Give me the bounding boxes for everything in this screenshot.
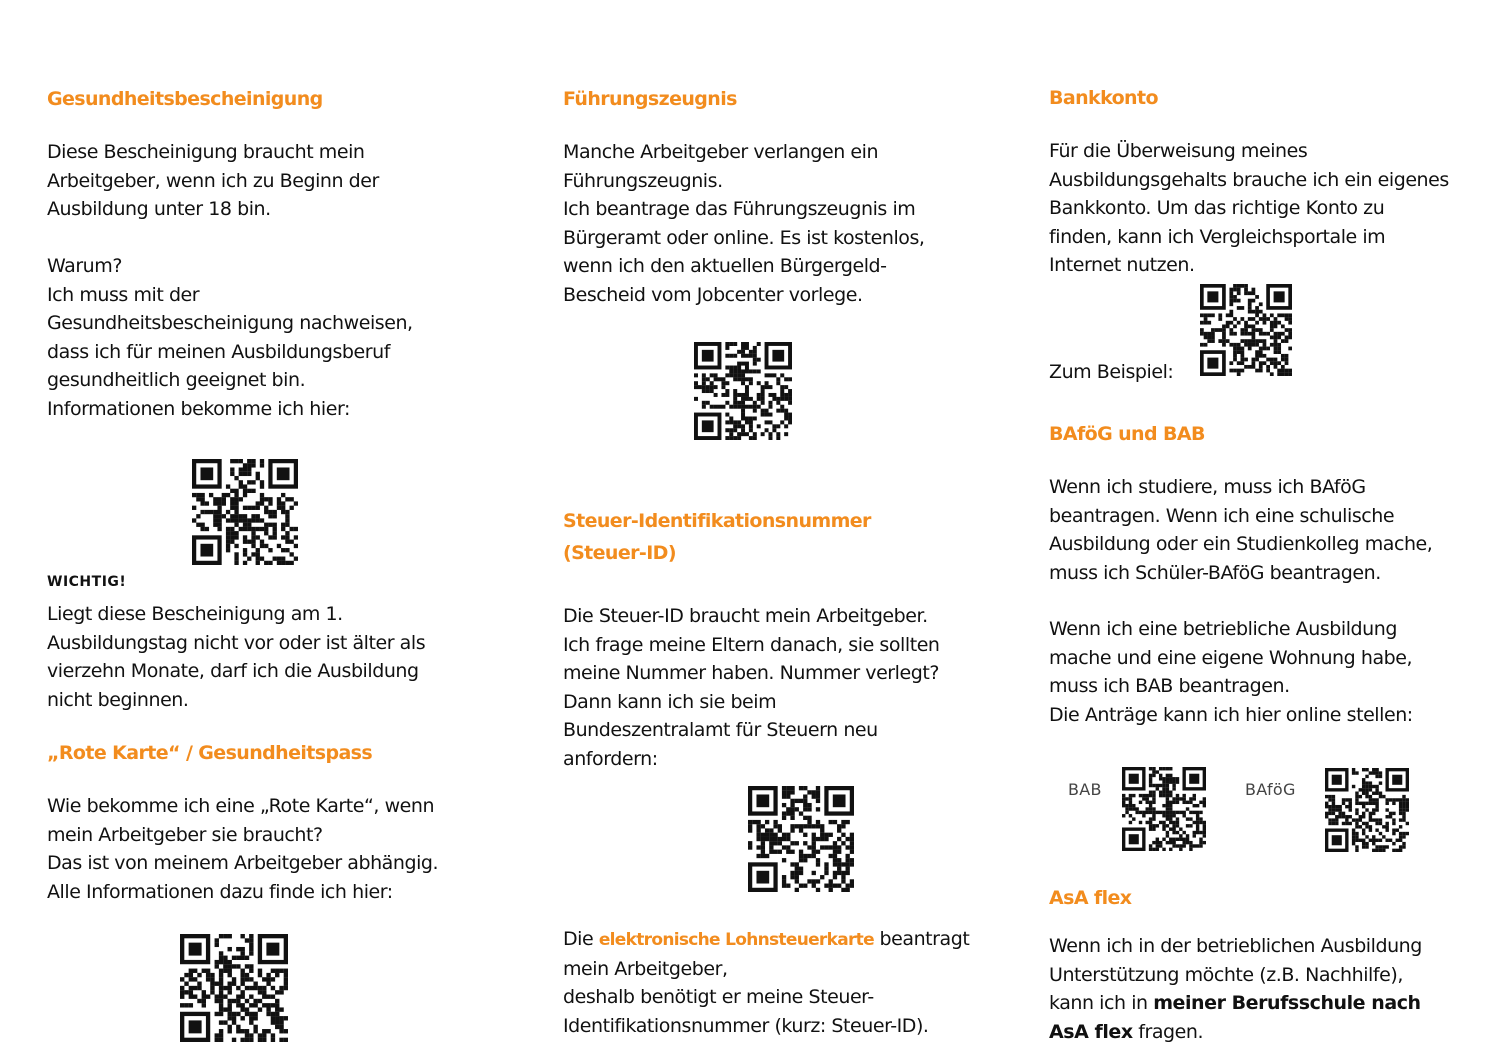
label-bafoeg: BAföG: [1245, 780, 1296, 799]
heading-steuer-id: Steuer-Identifikationsnummer: [563, 510, 871, 532]
heading-fuehrungszeugnis: Führungszeugnis: [563, 88, 737, 110]
text-lohnsteuer-rest: mein Arbeitgeber, deshalb benötigt er meine Steuer- Identifikationsnummer (kurz: Steuer-ID).: [563, 957, 929, 1037]
text-steuer-id: Die Steuer-ID braucht mein Arbeitgeber. Ich frage meine Eltern danach, sie sollten meine Nummer haben. Nummer verlegt? Dann kann ich sie beim Bundeszentralamt für Steuern neu anfordern:: [563, 605, 940, 770]
heading-bafoeg-bab: BAföG und BAB: [1049, 423, 1205, 445]
text-lohnsteuerkarte: [563, 925, 969, 1040]
qr-code-icon[interactable]: [1122, 767, 1206, 851]
heading-gesundheitsbescheinigung: Gesundheitsbescheinigung: [47, 88, 323, 110]
qr-code-icon[interactable]: [1200, 284, 1292, 376]
text-gesundheit-warum: Warum? Ich muss mit der Gesundheitsbescheinigung nachweisen, dass ich für meinen Ausbildungsberuf gesundheitlich geeignet bin. Informationen bekomme ich hier:: [47, 255, 413, 420]
qr-code-icon[interactable]: [1325, 768, 1409, 852]
qr-code-icon[interactable]: [748, 786, 854, 892]
text-gesundheit-warning: Liegt diese Bescheinigung am 1. Ausbildungstag nicht vor oder ist älter als vierzehn Monate, darf ich die Ausbildung nicht beginnen.: [47, 603, 426, 711]
text-asa-2: fragen.: [1132, 1020, 1204, 1043]
heading-asa-flex: AsA flex: [1049, 887, 1132, 909]
text-asa-bold: meiner Berufsschule nach AsA flex: [1049, 992, 1421, 1043]
text-lohnsteuer-pre: Die: [563, 928, 599, 950]
heading-bankkonto: Bankkonto: [1049, 87, 1158, 109]
text-bab: Wenn ich eine betriebliche Ausbildung mache und eine eigene Wohnung habe, muss ich BAB beantragen. Die Anträge kann ich hier online stellen:: [1049, 618, 1413, 726]
text-rote-karte: Wie bekomme ich eine „Rote Karte“, wenn mein Arbeitgeber sie braucht? Das ist von meinem Arbeitgeber abhängig. Alle Informationen dazu finde ich hier:: [47, 795, 439, 903]
qr-code-icon[interactable]: [192, 459, 298, 565]
text-bafoeg: Wenn ich studiere, muss ich BAföG beantragen. Wenn ich eine schulische Ausbildung oder ein Studienkolleg mache, muss ich Schüler-BAföG beantragen.: [1049, 476, 1433, 584]
qr-code-icon[interactable]: [180, 934, 288, 1042]
heading-rote-karte: „Rote Karte“ / Gesundheitspass: [47, 742, 373, 764]
text-bankkonto: Für die Überweisung meines Ausbildungsgehalts brauche ich ein eigenes Bankkonto. Um das richtige Konto zu finden, kann ich Vergleichsportale im Internet nutzen.: [1049, 140, 1449, 276]
heading-steuer-id-2: (Steuer-ID): [563, 542, 676, 564]
text-lohnsteuer-post: beantragt: [873, 928, 970, 950]
text-zum-beispiel: Zum Beispiel:: [1049, 361, 1174, 383]
text-fuehrungszeugnis: Manche Arbeitgeber verlangen ein Führungszeugnis. Ich beantrage das Führungszeugnis im Bürgeramt oder online. Es ist kostenlos, wenn ich den aktuellen Bürgergeld- Bescheid vom Jobcenter vorlege.: [563, 141, 925, 306]
qr-code-icon[interactable]: [694, 342, 792, 440]
link-elektronische-lohnsteuerkarte[interactable]: elektronische Lohnsteuerkarte: [598, 930, 874, 950]
text-asa-flex: [1049, 932, 1422, 1046]
warning-label: WICHTIG!: [47, 574, 127, 590]
text-gesundheit-intro: Diese Bescheinigung braucht mein Arbeitgeber, wenn ich zu Beginn der Ausbildung unter 18 bin.: [47, 141, 379, 220]
label-bab: BAB: [1068, 780, 1102, 799]
text-asa-1: Wenn ich in der betrieblichen Ausbildung Unterstützung möchte (z.B. Nachhilfe), kann ich in: [1049, 935, 1422, 1014]
